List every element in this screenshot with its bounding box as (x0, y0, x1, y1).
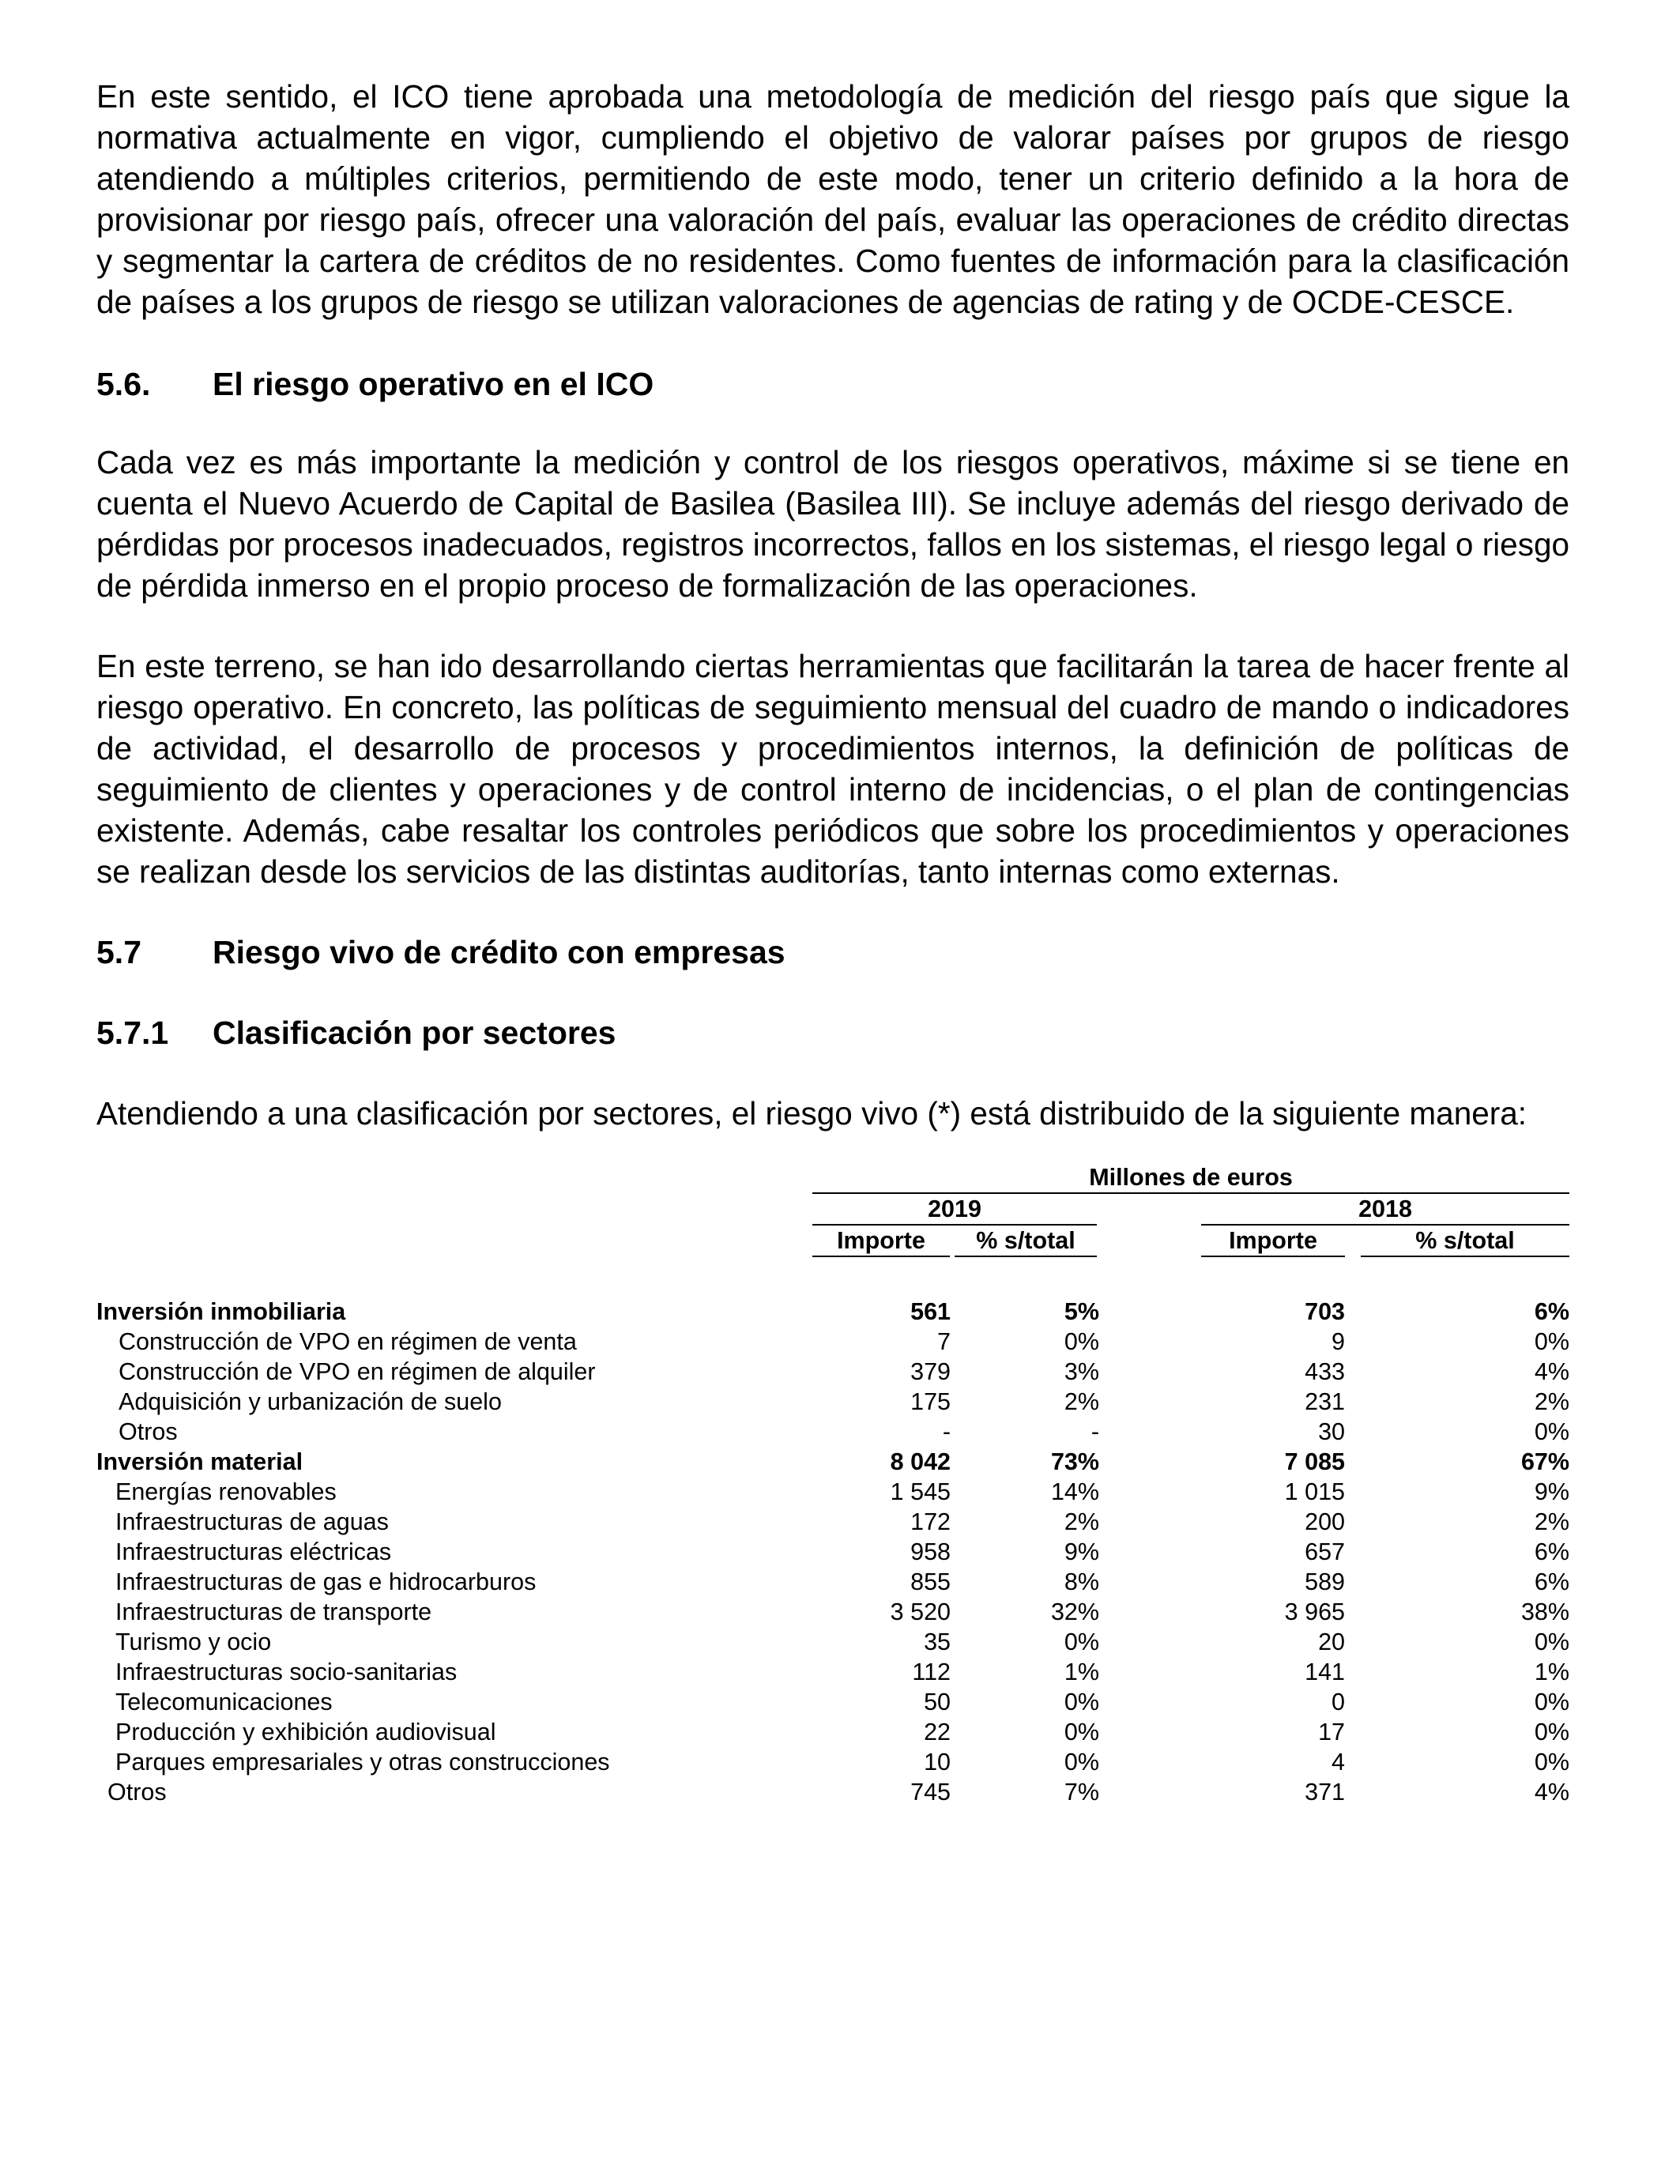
cell-pct-2018: 0% (1534, 1749, 1569, 1775)
cell-pct-2018: 0% (1534, 1629, 1569, 1655)
table-row (96, 1447, 1569, 1477)
cell-importe-2018: 3 965 (1284, 1598, 1345, 1625)
paragraph-riesgo-operativo: Cada vez es más importante la medición y control de los riesgos operativos, máxime si se tiene en cuenta el Nuevo Acuerdo de Capital de Basilea (Basilea III). Se incluye además del riesgo derivado de pérdidas por procesos inadecuados, registros incorrectos, fallos en los sistemas, el riesgo legal o riesgo de pérdida inmerso en el propio proceso de formalización de las operaciones. (96, 444, 1569, 604)
cell-importe-2019: 175 (910, 1388, 951, 1415)
cell-pct-2018: 4% (1534, 1358, 1569, 1385)
cell-importe-2018: 0 (1332, 1689, 1345, 1715)
cell-pct-2019: 0% (1064, 1719, 1099, 1745)
cell-importe-2019: 379 (910, 1358, 951, 1385)
section-title: Clasificación por sectores (213, 1015, 616, 1051)
section-heading-5-7 (96, 932, 1569, 973)
table-row (96, 1297, 1569, 1327)
cell-importe-2018: 9 (1332, 1328, 1345, 1355)
cell-importe-2019: 35 (924, 1629, 951, 1655)
row-label: Inversión material (96, 1448, 303, 1475)
cell-importe-2019: 745 (910, 1779, 951, 1806)
cell-pct-2019: 14% (1050, 1478, 1099, 1505)
cell-pct-2018: 0% (1534, 1328, 1569, 1355)
cell-pct-2018: 0% (1534, 1418, 1569, 1445)
col-importe-2018: Importe (1229, 1227, 1317, 1254)
cell-importe-2019: 958 (910, 1538, 951, 1565)
col-importe-2019-underline (812, 1256, 950, 1257)
cell-pct-2018: 6% (1534, 1298, 1569, 1325)
row-label: Construcción de VPO en régimen de venta (119, 1328, 577, 1355)
cell-pct-2019: 0% (1064, 1629, 1099, 1655)
section-heading-5-6 (96, 363, 1569, 405)
cell-importe-2018: 1 015 (1284, 1478, 1345, 1505)
cell-pct-2019: 0% (1064, 1328, 1099, 1355)
cell-importe-2018: 589 (1305, 1568, 1345, 1595)
row-label: Infraestructuras eléctricas (115, 1538, 392, 1565)
table-row (96, 1597, 1569, 1627)
cell-pct-2018: 0% (1534, 1689, 1569, 1715)
section-title: El riesgo operativo en el ICO (213, 366, 654, 402)
col-pct-2018-underline (1361, 1256, 1569, 1257)
cell-pct-2019: 2% (1064, 1388, 1099, 1415)
row-label: Turismo y ocio (115, 1629, 272, 1655)
year-header-2018: 2018 (1358, 1196, 1412, 1222)
cell-importe-2018: 20 (1318, 1629, 1345, 1655)
row-label: Otros (107, 1779, 167, 1806)
sector-risk-table (96, 1162, 1569, 1810)
cell-pct-2019: 7% (1064, 1779, 1099, 1806)
cell-importe-2019: 50 (924, 1689, 951, 1715)
row-label: Infraestructuras de transporte (115, 1598, 432, 1625)
col-pct-2019-underline (955, 1256, 1097, 1257)
table-row (96, 1327, 1569, 1357)
cell-importe-2018: 200 (1305, 1508, 1345, 1535)
cell-pct-2018: 38% (1520, 1598, 1569, 1625)
cell-importe-2019: 10 (924, 1749, 951, 1775)
row-label: Infraestructuras de gas e hidrocarburos (115, 1568, 537, 1595)
cell-importe-2018: 4 (1332, 1749, 1345, 1775)
cell-importe-2018: 141 (1305, 1659, 1345, 1685)
table-row (96, 1357, 1569, 1387)
table-row (96, 1657, 1569, 1687)
row-label: Infraestructuras de aguas (115, 1508, 389, 1535)
cell-importe-2019: 8 042 (890, 1448, 951, 1475)
table-unit-header: Millones de euros (1089, 1164, 1293, 1191)
paragraph-clasificacion: Atendiendo a una clasificación por sectores, el riesgo vivo (*) está distribuido de la siguiente manera: (96, 1095, 1527, 1132)
cell-pct-2018: 67% (1520, 1448, 1569, 1475)
cell-pct-2018: 0% (1534, 1719, 1569, 1745)
cell-pct-2018: 4% (1534, 1779, 1569, 1806)
cell-pct-2019: 2% (1064, 1508, 1099, 1535)
cell-pct-2019: 8% (1064, 1568, 1099, 1595)
table-row (96, 1387, 1569, 1417)
cell-pct-2019: 0% (1064, 1689, 1099, 1715)
cell-importe-2018: 433 (1305, 1358, 1345, 1385)
col-pct-2018: % s/total (1415, 1227, 1515, 1254)
row-label: Parques empresariales y otras construcciones (115, 1749, 610, 1775)
table-row (96, 1627, 1569, 1657)
cell-importe-2019: 1 545 (890, 1478, 951, 1505)
cell-importe-2018: 231 (1305, 1388, 1345, 1415)
row-label: Construcción de VPO en régimen de alquiler (119, 1358, 596, 1385)
cell-pct-2018: 2% (1534, 1388, 1569, 1415)
year-header-2019: 2019 (928, 1196, 981, 1222)
cell-importe-2019: 22 (924, 1719, 951, 1745)
table-row (96, 1747, 1569, 1777)
table-row (96, 1567, 1569, 1597)
section-number: 5.7 (96, 934, 141, 970)
cell-importe-2019: 855 (910, 1568, 951, 1595)
section-number: 5.7.1 (96, 1015, 169, 1051)
cell-pct-2019: 32% (1050, 1598, 1099, 1625)
row-label: Adquisición y urbanización de suelo (119, 1388, 502, 1415)
cell-pct-2019: 0% (1064, 1749, 1099, 1775)
table-row (96, 1777, 1569, 1807)
row-label: Producción y exhibición audiovisual (115, 1719, 496, 1745)
table-row (96, 1417, 1569, 1447)
table-row (96, 1507, 1569, 1537)
cell-pct-2019: 9% (1064, 1538, 1099, 1565)
row-label: Infraestructuras socio-sanitarias (115, 1659, 458, 1685)
cell-pct-2019: - (1090, 1418, 1099, 1445)
col-pct-2019: % s/total (976, 1227, 1075, 1254)
cell-pct-2018: 6% (1534, 1568, 1569, 1595)
cell-importe-2019: 112 (912, 1659, 951, 1685)
cell-pct-2018: 6% (1534, 1538, 1569, 1565)
cell-importe-2018: 657 (1305, 1538, 1345, 1565)
cell-pct-2019: 1% (1064, 1659, 1099, 1685)
row-label: Energías renovables (115, 1478, 337, 1505)
row-label: Telecomunicaciones (115, 1689, 333, 1715)
section-title: Riesgo vivo de crédito con empresas (213, 934, 785, 970)
cell-pct-2018: 1% (1534, 1659, 1569, 1685)
cell-importe-2019: - (942, 1418, 951, 1445)
cell-pct-2019: 5% (1064, 1298, 1099, 1325)
document-page (96, 76, 1569, 1810)
table-row (96, 1537, 1569, 1567)
paragraph-riesgo-pais: En este sentido, el ICO tiene aprobada una metodología de medición del riesgo país que sigue la normativa actualmente en vigor, cumpliendo el objetivo de valorar países por grupos de riesgo atendiendo a múltiples criterios, permitiendo de este modo, tener un criterio definido a la hora de provisionar por riesgo país, ofrecer una valoración del país, evaluar las operaciones de crédito directas y segmentar la cartera de créditos de no residentes. Como fuentes de información para la clasificación de países a los grupos de riesgo se utilizan valoraciones de agencias de rating y de OCDE-CESCE. (96, 78, 1569, 320)
section-heading-5-7-1 (96, 1012, 1569, 1053)
cell-pct-2018: 2% (1534, 1508, 1569, 1535)
cell-importe-2019: 172 (910, 1508, 951, 1535)
cell-importe-2018: 30 (1318, 1418, 1345, 1445)
cell-importe-2018: 703 (1305, 1298, 1345, 1325)
col-importe-2019: Importe (837, 1227, 925, 1254)
section-number: 5.6. (96, 366, 151, 402)
cell-pct-2019: 3% (1064, 1358, 1099, 1385)
cell-importe-2019: 561 (910, 1298, 951, 1325)
row-label: Otros (119, 1418, 178, 1445)
col-importe-2018-underline (1201, 1256, 1345, 1257)
table-row (96, 1687, 1569, 1717)
cell-importe-2019: 7 (937, 1328, 951, 1355)
cell-pct-2019: 73% (1050, 1448, 1099, 1475)
table-row (96, 1717, 1569, 1747)
row-label: Inversión inmobiliaria (96, 1298, 346, 1325)
cell-importe-2018: 7 085 (1284, 1448, 1345, 1475)
cell-importe-2018: 17 (1318, 1719, 1345, 1745)
paragraph-herramientas: En este terreno, se han ido desarrollando ciertas herramientas que facilitarán la tarea de hacer frente al riesgo operativo. En concreto, las políticas de seguimiento mensual del cuadro de mando o indicadores de actividad, el desarrollo de procesos y procedimientos internos, la definición de políticas de seguimiento de clientes y operaciones y de control interno de incidencias, o el plan de contingencias existente. Además, cabe resaltar los controles periódicos que sobre los procedimientos y operaciones se realizan desde los servicios de las distintas auditorías, tanto internas como externas. (96, 648, 1569, 890)
table-row (96, 1477, 1569, 1507)
cell-pct-2018: 9% (1534, 1478, 1569, 1505)
cell-importe-2018: 371 (1305, 1779, 1345, 1806)
cell-importe-2019: 3 520 (890, 1598, 951, 1625)
